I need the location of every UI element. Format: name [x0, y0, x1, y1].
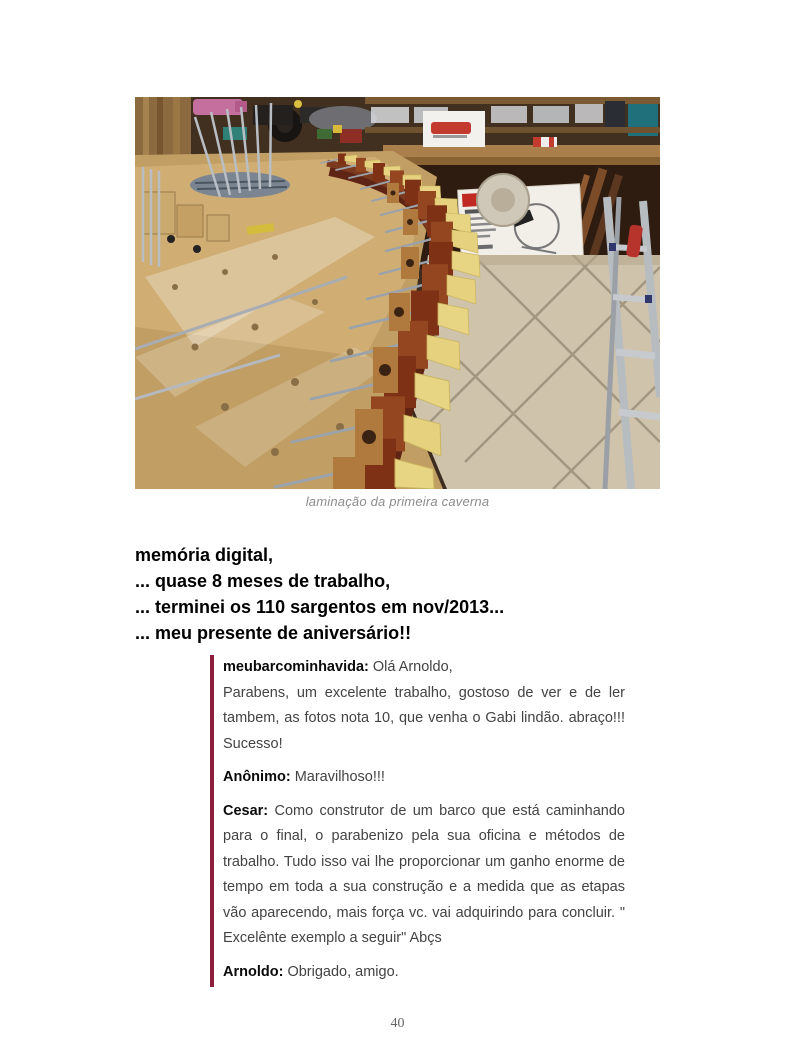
- comment-body: Obrigado, amigo.: [287, 963, 399, 980]
- saw-blade-hub: [491, 188, 515, 212]
- comment-author: Anônimo:: [223, 769, 291, 785]
- comment-author: Cesar:: [223, 802, 269, 819]
- comment-body: Como construtor de um barco que está caminhando para o final, o parabenizo pela sua oficina e métodos de trabalho. Tudo isso vai lhe proporcionar um ganho enorme de tempo em toda a sua construção e a medida que as etapas vão aparecendo, mais força vc. vai adquirindo para concluir. " Excelênte exemplo a seguir" Abçs: [223, 802, 625, 946]
- comment-greeting: Olá Arnoldo,: [372, 659, 453, 675]
- comment-body: Parabens, um excelente trabalho, gostoso de ver e de ler tambem, as fotos nota 10, que venha o Gabi lindão. abraço!!! Sucesso!: [223, 684, 625, 752]
- comment-item: [223, 655, 625, 757]
- comment-body: Maravilhoso!!!: [294, 769, 385, 785]
- intro-text: [135, 542, 655, 646]
- comment-item: [223, 960, 625, 986]
- comment-author: meubarcominhavida:: [223, 659, 369, 675]
- intro-line: ... quase 8 meses de trabalho,: [135, 571, 391, 591]
- workshop-photo-illustration: [135, 97, 660, 489]
- intro-line: ... terminei os 110 sargentos em nov/2013...: [135, 597, 505, 617]
- workshop-photo: [135, 97, 660, 489]
- comment-author: Arnoldo:: [223, 963, 284, 980]
- page-number: 40: [390, 1016, 405, 1031]
- comments-blockquote: [210, 655, 625, 987]
- intro-line: memória digital,: [135, 545, 274, 565]
- photo-caption: laminação da primeira caverna: [305, 494, 490, 509]
- comment-item: [223, 765, 625, 791]
- comment-item: [223, 799, 625, 952]
- intro-line: ... meu presente de aniversário!!: [135, 623, 412, 643]
